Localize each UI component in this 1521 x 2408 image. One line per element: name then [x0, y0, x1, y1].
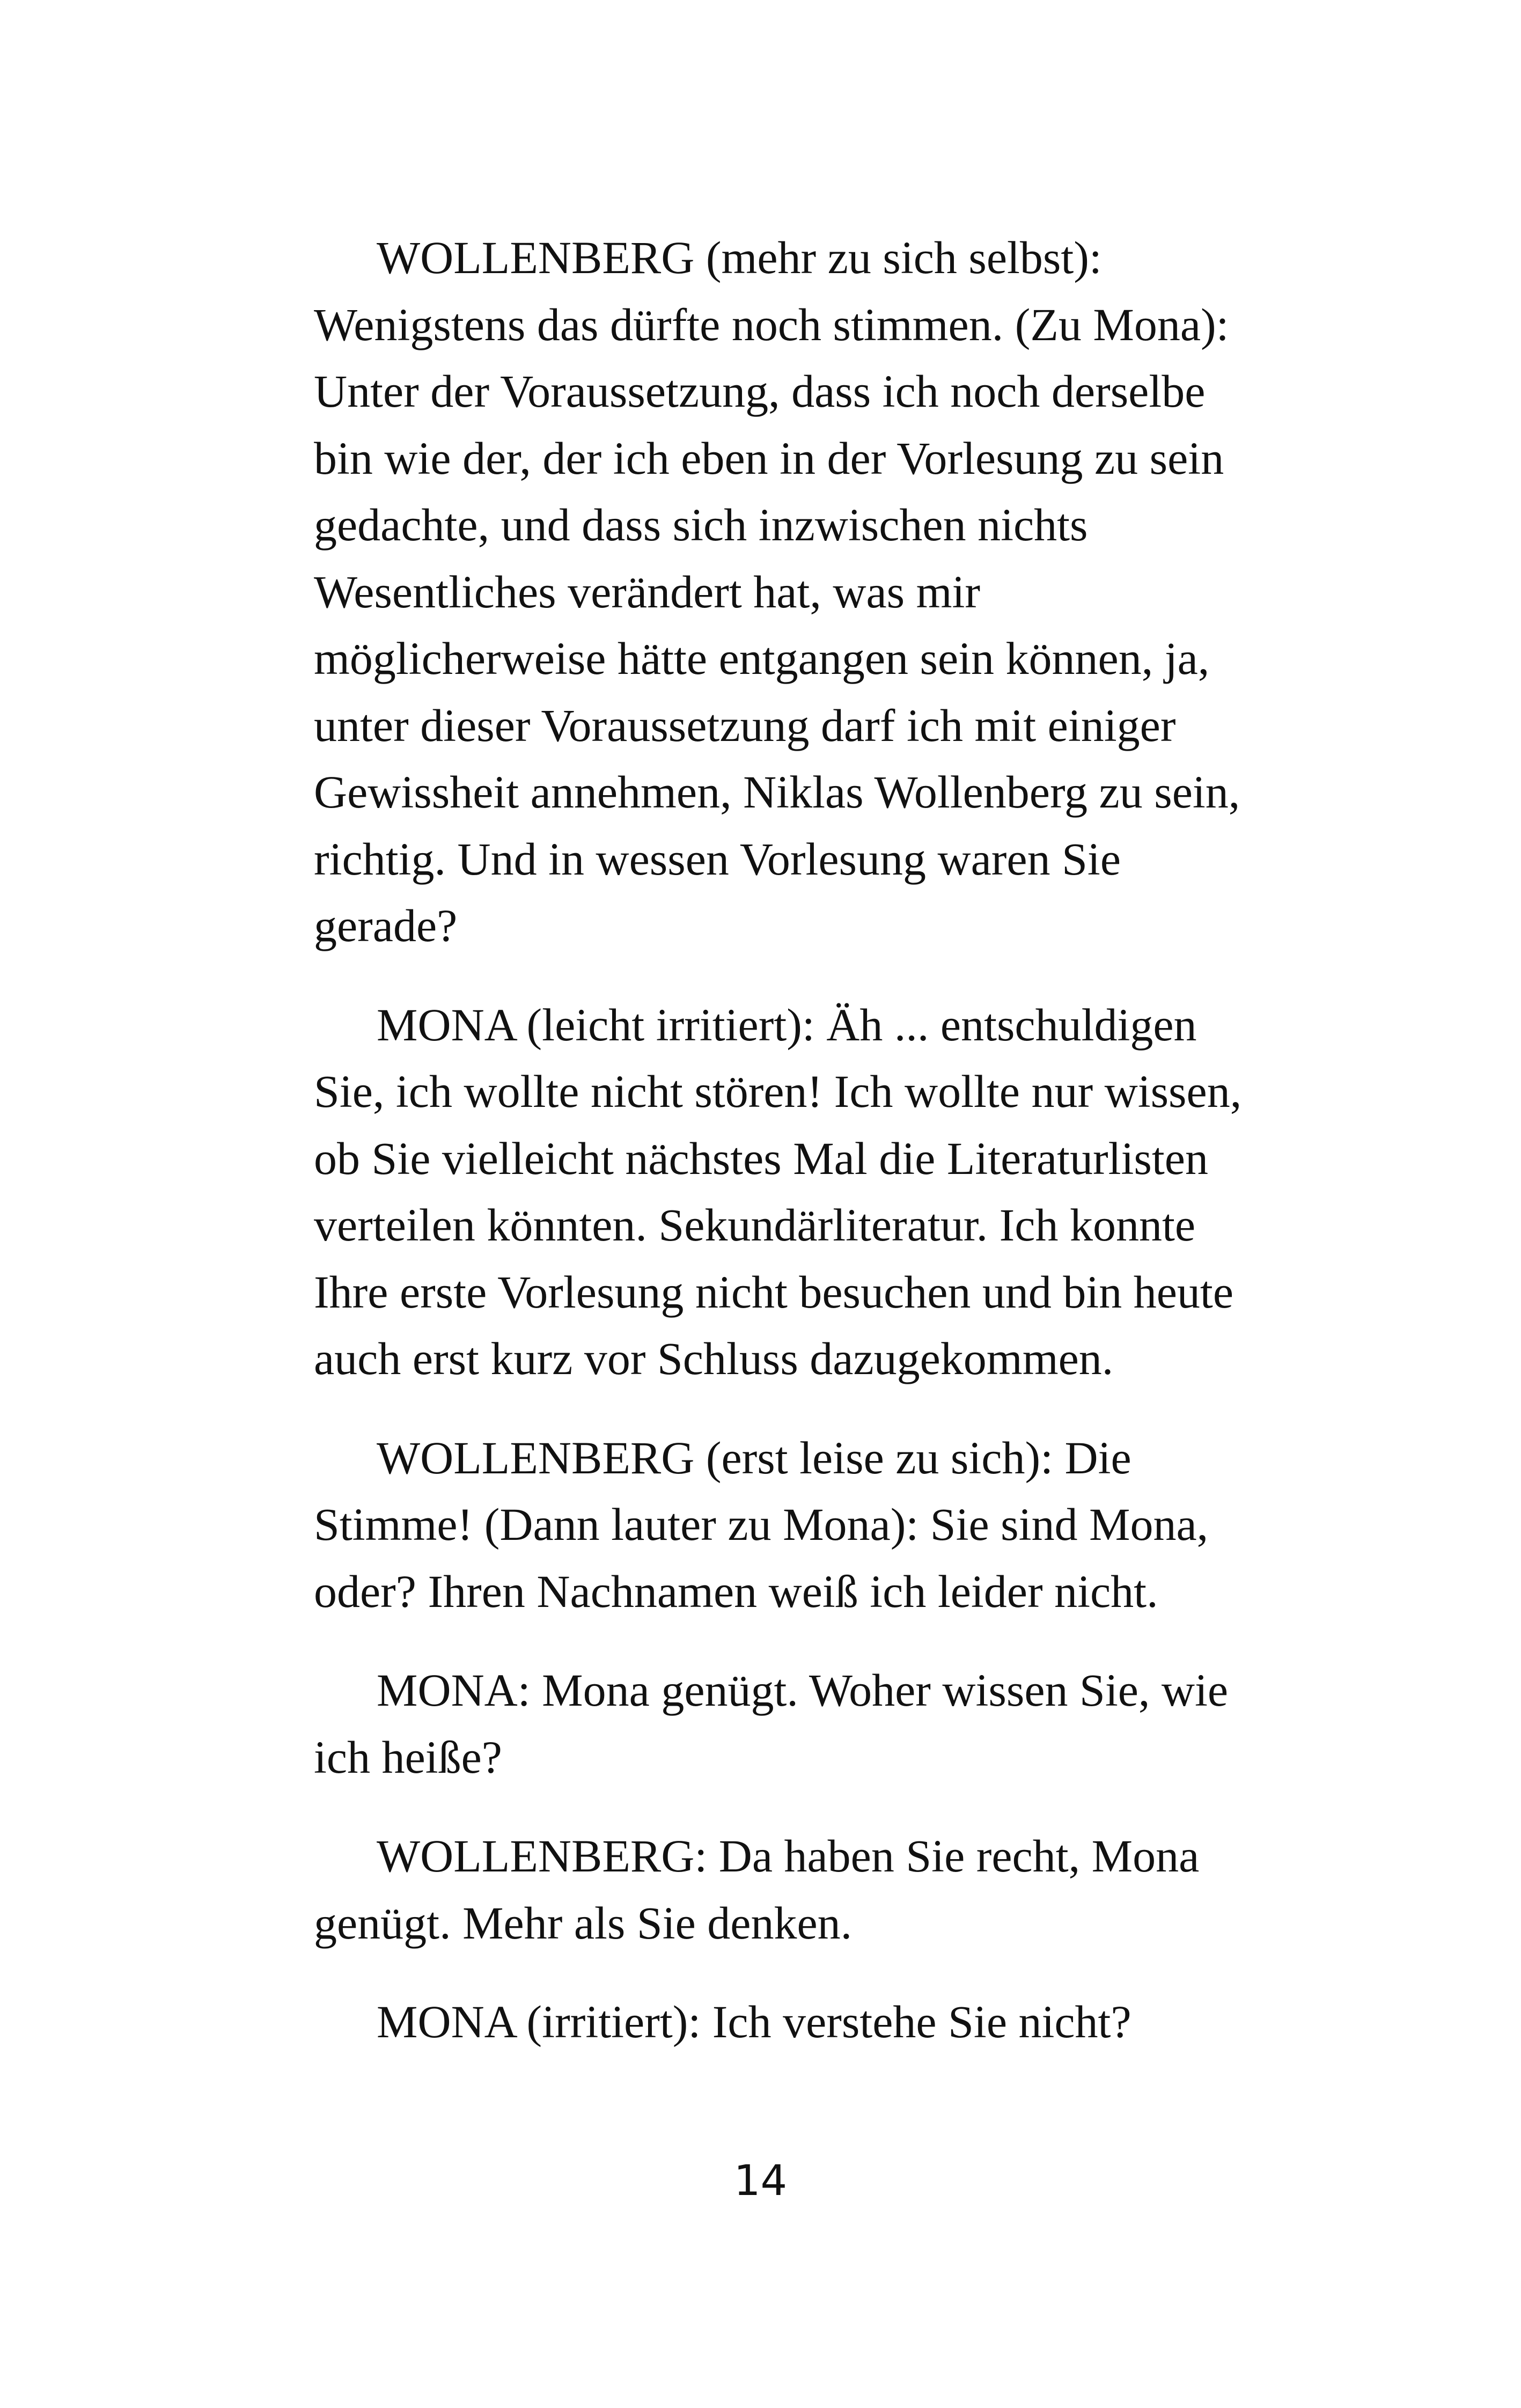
paragraph-5: WOLLENBERG: Da haben Sie recht, Mona genügt. Mehr als Sie denken.: [314, 1830, 1200, 1949]
paragraph-2: MONA (leicht irritiert): Äh ... entschuldigen Sie, ich wollte nicht stören! Ich wollte nur wissen, ob Sie vielleicht nächstes Mal die Literaturlisten verteilen könnten. Sekundärliteratur. Ich konnte Ihre erste Vorlesung nicht besuchen und bin heute auch erst kurz vor Schluss dazugekommen.: [314, 999, 1242, 1384]
paragraph-3: WOLLENBERG (erst leise zu sich): Die Stimme! (Dann lauter zu Mona): Sie sind Mona, oder? Ihren Nachnamen weiß ich leider nicht.: [314, 1431, 1209, 1617]
body-text: [314, 224, 1274, 2088]
paragraph-4: MONA: Mona genügt. Woher wissen Sie, wie ich heiße?: [314, 1664, 1229, 1783]
page-number: 14: [733, 2157, 788, 2205]
paragraph-1: WOLLENBERG (mehr zu sich selbst): Wenigstens das dürfte noch stimmen. (Zu Mona): Unter der Voraussetzung, dass ich noch derselbe bin wie der, der ich eben in der Vorlesung zu sein gedachte, und dass sich inzwischen nichts Wesentliches verändert hat, was mir möglicherweise hätte entgangen sein können, ja, unter dieser Voraussetzung darf ich mit einiger Gewissheit annehmen, Niklas Wollenberg zu sein, richtig. Und in wessen Vorlesung waren Sie gerade?: [314, 232, 1240, 951]
paragraph-6: MONA (irritiert): Ich verstehe Sie nicht?: [377, 1996, 1131, 2047]
